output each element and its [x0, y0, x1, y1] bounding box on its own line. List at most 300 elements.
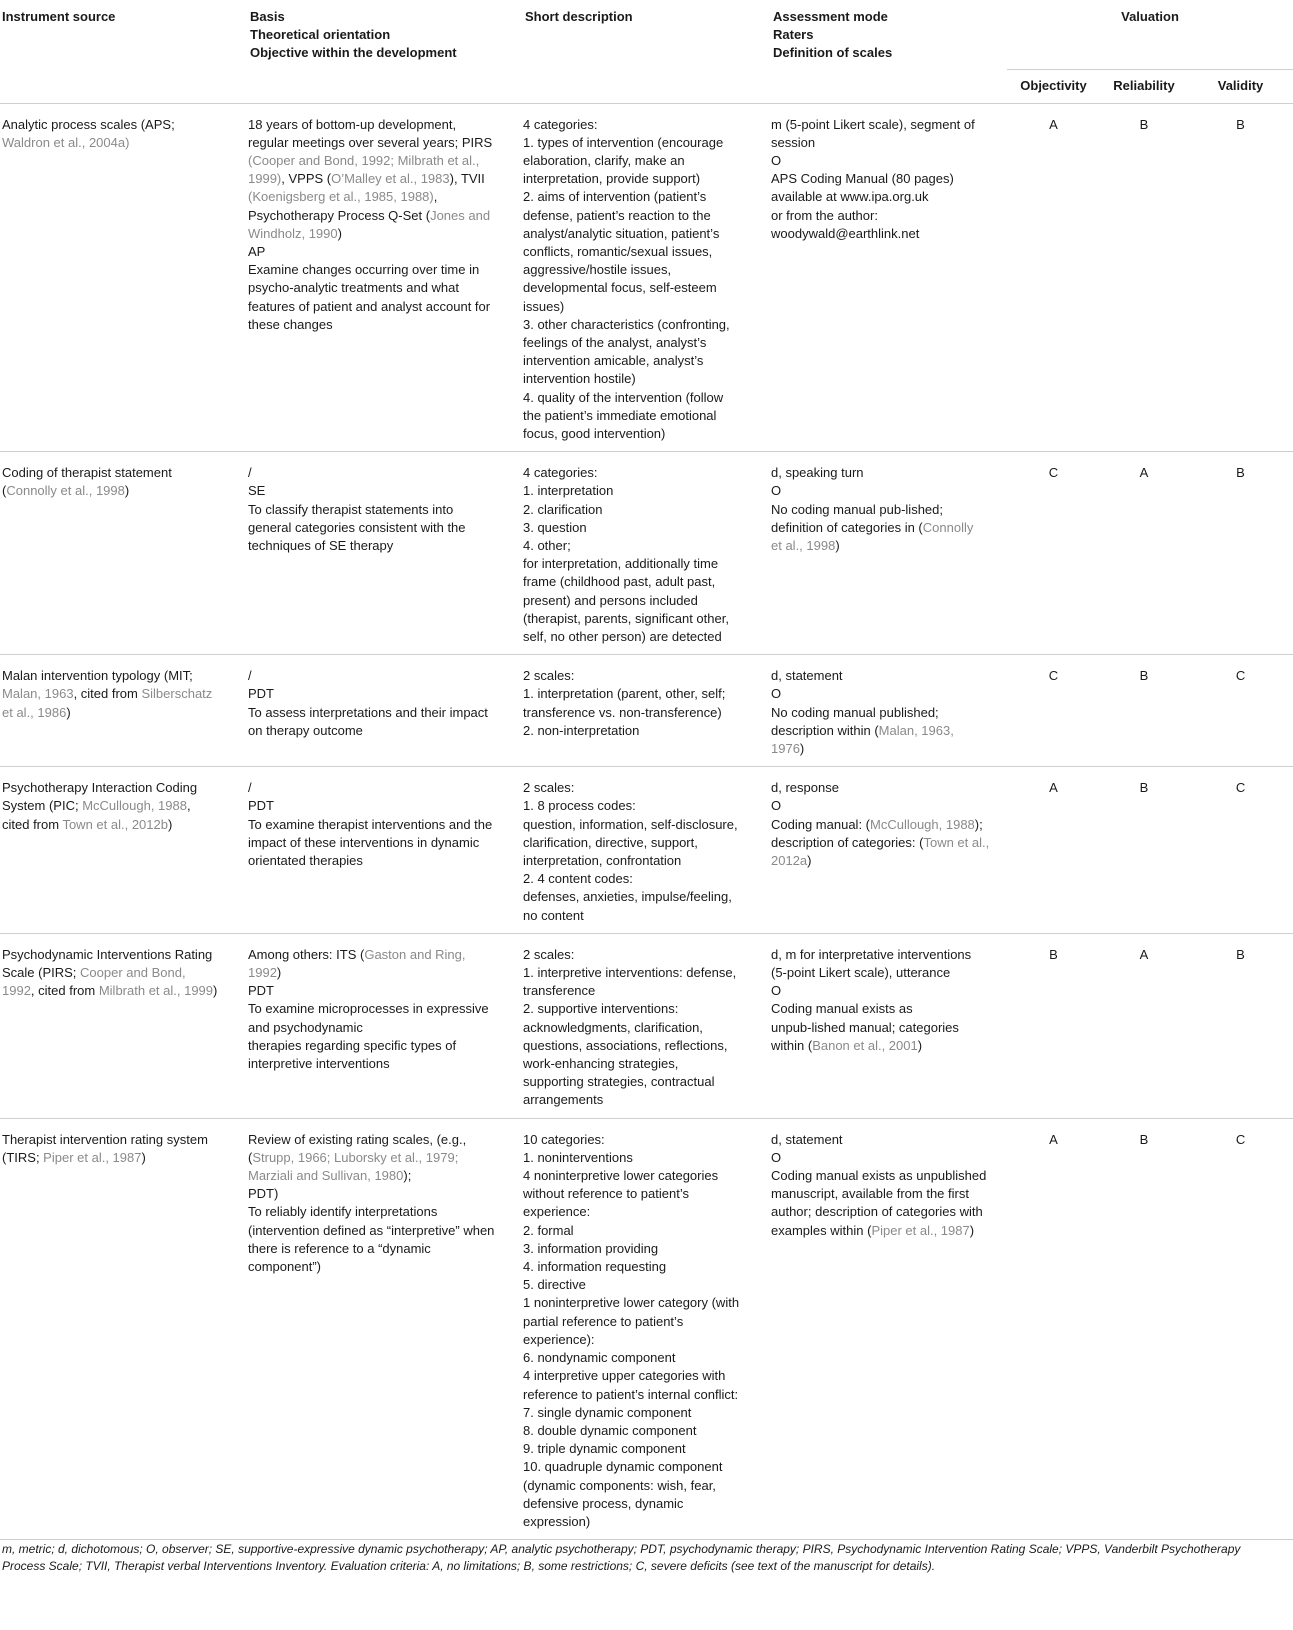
cell-line: 1. interpretation (parent, other, self;	[523, 686, 726, 702]
cell-line	[2, 704, 248, 722]
cell-line	[771, 667, 1007, 685]
cell-line	[771, 852, 1007, 870]
basis-cell	[248, 655, 523, 767]
cell-text: 18 years of bottom-up development,	[248, 116, 457, 132]
citation-link[interactable]: Silberschatz	[141, 686, 213, 702]
cell-line	[248, 482, 523, 500]
citation-link[interactable]: Town et al., 2012b	[62, 816, 168, 832]
cell-text: (	[248, 1149, 253, 1165]
cell-text: )	[167, 816, 173, 832]
assessment-cell	[771, 933, 1007, 1118]
cell-line	[771, 1203, 1007, 1221]
cell-text: d, speaking turn	[771, 465, 864, 481]
header-basis: Basis Theoretical orientation Objective within the development	[250, 9, 457, 61]
cell-text: ), TVII	[449, 171, 485, 187]
basis-cell	[248, 1118, 523, 1539]
cell-line	[248, 207, 523, 225]
cell-text: d, m for interpretative interventions	[771, 946, 972, 962]
cell-line	[2, 667, 248, 685]
cell-line: 1. 8 process codes:	[523, 798, 636, 814]
cell-line: intervention hostile)	[523, 371, 636, 387]
cell-text: Examine changes occurring over time in	[248, 262, 480, 278]
cell-line: expression)	[523, 1513, 591, 1529]
cell-line: partial reference to patient’s	[523, 1313, 684, 1329]
cell-text: m (5-point Likert scale), segment of	[771, 116, 975, 132]
header-instrument: Instrument source	[2, 9, 116, 24]
cell-line	[248, 243, 523, 261]
cell-text: )	[213, 983, 218, 999]
cell-line	[248, 797, 523, 815]
cell-text: O	[771, 686, 782, 702]
cell-text: woodywald@earthlink.net	[771, 225, 920, 241]
cell-text: Coding manual exists as	[771, 1001, 913, 1017]
instrument-cell	[0, 1118, 248, 1539]
table-row	[0, 933, 1293, 1118]
cell-line: interpretation, confrontation	[523, 853, 682, 869]
cell-line	[771, 779, 1007, 797]
cell-line: focus, good intervention)	[523, 425, 666, 441]
citation-link[interactable]: et al., 1998	[771, 537, 836, 553]
cell-text: orientated therapies	[248, 853, 363, 869]
cell-line: 1. noninterventions	[523, 1149, 633, 1165]
cell-line	[771, 1222, 1007, 1240]
validity-grade: B	[1236, 465, 1245, 481]
citation-link[interactable]: Piper et al., 1987	[43, 1149, 142, 1165]
cell-line: 3. question	[523, 519, 587, 535]
objectivity-grade: A	[1049, 1131, 1058, 1147]
cell-line: for interpretation, additionally time	[523, 556, 719, 572]
cell-text: Scale (PIRS;	[2, 965, 81, 981]
citation-link[interactable]: Connolly	[922, 519, 974, 535]
cell-text: d, response	[771, 780, 839, 796]
cell-text: /	[248, 465, 252, 481]
cell-line	[771, 482, 1007, 500]
citation-link[interactable]: O’Malley et al., 1983	[331, 171, 450, 187]
cell-line: experience):	[523, 1331, 595, 1347]
cell-line: clarification, directive, support,	[523, 834, 698, 850]
cell-line: interpretation, provide support)	[523, 171, 701, 187]
cell-text: examples within (	[771, 1222, 872, 1238]
cell-line	[248, 1167, 523, 1185]
cell-text: interpretive interventions	[248, 1056, 390, 1072]
cell-line	[2, 982, 248, 1000]
instrument-cell	[0, 452, 248, 655]
cell-line: 4 interpretive upper categories with	[523, 1368, 726, 1384]
reliability-grade: B	[1139, 780, 1149, 796]
cell-line	[248, 316, 523, 334]
table-row	[0, 103, 1293, 452]
cell-line	[771, 1019, 1007, 1037]
cell-line	[248, 519, 523, 537]
cell-line	[248, 134, 523, 152]
cell-text: therapies regarding specific types of	[248, 1037, 457, 1053]
validity-grade: C	[1235, 1131, 1246, 1147]
cell-text: To examine therapist interventions and the	[248, 816, 493, 832]
instrument-cell	[0, 103, 248, 452]
cell-text: component”)	[248, 1259, 321, 1275]
cell-line: analyst/analytic situation, patient’s	[523, 225, 720, 241]
citation-link[interactable]: 1976	[771, 741, 800, 756]
cell-line	[771, 1167, 1007, 1185]
cell-line: 6. nondynamic component	[523, 1350, 676, 1366]
cell-text: description of categories: (	[771, 834, 924, 850]
cell-text: general categories consistent with the	[248, 519, 466, 535]
table-row	[0, 767, 1293, 934]
objectivity-grade: C	[1048, 668, 1059, 684]
footnote-line: Process Scale; TVII, Therapist verbal Interventions Inventory. Evaluation criteria: A, no limitations; B, some restrictions; C, severe deficits (see text of the manuscript for details).	[2, 1559, 936, 1573]
description-cell	[523, 767, 771, 934]
cell-line: transference vs. non-transference)	[523, 704, 722, 720]
cell-line	[2, 1131, 248, 1149]
cell-line: present) and persons included	[523, 592, 698, 608]
cell-line	[248, 1203, 523, 1221]
cell-text: definition of categories in (	[771, 519, 923, 535]
cell-line	[771, 685, 1007, 703]
cell-text: O	[771, 983, 782, 999]
cell-line: no content	[523, 907, 584, 923]
cell-line: 2. aims of intervention (patient’s	[523, 189, 707, 205]
cell-text: session	[771, 134, 816, 150]
cell-line	[248, 464, 523, 482]
cell-line	[248, 1019, 523, 1037]
cell-line	[771, 1185, 1007, 1203]
cell-line	[771, 170, 1007, 188]
cell-line	[2, 134, 248, 152]
cell-line	[248, 779, 523, 797]
cell-text: (TIRS;	[2, 1149, 44, 1165]
citation-link[interactable]: 1992	[2, 983, 31, 999]
assessment-cell	[771, 1118, 1007, 1539]
cell-text: (5-point Likert scale), utterance	[771, 965, 951, 981]
cell-text: , VPPS (	[281, 171, 332, 187]
cell-line	[771, 1000, 1007, 1018]
citation-link[interactable]: Strupp, 1966; Luborsky et al., 1979;	[252, 1149, 459, 1165]
cell-line	[248, 188, 523, 206]
cell-line: question, information, self-disclosure,	[523, 816, 738, 832]
cell-text: )	[807, 853, 812, 869]
table-body	[0, 103, 1293, 1540]
description-cell	[523, 655, 771, 767]
cell-line	[248, 704, 523, 722]
citation-link[interactable]: et al., 1986	[2, 704, 67, 720]
cell-text: Coding manual exists as unpublished	[771, 1168, 987, 1184]
cell-line	[771, 519, 1007, 537]
cell-line	[248, 1000, 523, 1018]
cell-text: there is reference to a “dynamic	[248, 1240, 431, 1256]
cell-text: )	[835, 537, 840, 553]
cell-line	[2, 1149, 248, 1167]
cell-line	[2, 685, 248, 703]
cell-line: 7. single dynamic component	[523, 1404, 692, 1420]
cell-line	[248, 1055, 523, 1073]
cell-line: 3. information providing	[523, 1240, 659, 1256]
assessment-cell	[771, 655, 1007, 767]
description-cell	[523, 933, 771, 1118]
citation-link[interactable]: McCullough, 1988	[870, 816, 975, 832]
cell-line: 10. quadruple dynamic component	[523, 1459, 723, 1475]
cell-text: Malan intervention typology (MIT;	[2, 668, 193, 684]
cell-line: 3. other characteristics (confronting,	[523, 316, 730, 332]
cell-text: unpub-lished manual; categories	[771, 1019, 959, 1035]
cell-text: )	[124, 483, 130, 499]
cell-line	[248, 1131, 523, 1149]
citation-link[interactable]: Marziali and Sullivan, 1980	[248, 1168, 404, 1184]
cell-line	[248, 946, 523, 964]
cell-line: defenses, anxieties, impulse/feeling,	[523, 889, 732, 905]
assessment-cell	[771, 767, 1007, 934]
cell-line: supporting strategies, contractual	[523, 1074, 715, 1090]
cell-line	[248, 982, 523, 1000]
cell-line: feelings of the analyst, analyst’s	[523, 334, 707, 350]
cell-line	[248, 170, 523, 188]
cell-text: impact of these interventions in dynamic	[248, 834, 480, 850]
cell-text: PDT)	[248, 1186, 279, 1202]
cell-text: System (PIC;	[2, 798, 83, 814]
cell-line: defense, patient’s reaction to the	[523, 207, 711, 223]
cell-text: To classify therapist statements into	[248, 501, 454, 517]
cell-line	[771, 134, 1007, 152]
cell-text: )	[66, 704, 71, 720]
cell-line: questions, associations, reflections,	[523, 1037, 728, 1053]
cell-line	[248, 816, 523, 834]
cell-line: 4 noninterpretive lower categories	[523, 1168, 719, 1184]
cell-text: Review of existing rating scales, (e.g.,	[248, 1131, 467, 1147]
cell-text: , cited from	[73, 686, 142, 702]
cell-text: ,	[433, 189, 438, 205]
cell-text: Coding manual: (	[771, 816, 870, 832]
cell-line	[248, 152, 523, 170]
cell-line: 2 scales:	[523, 780, 575, 796]
cell-text: PDT	[248, 686, 274, 702]
cell-text: ,	[186, 798, 191, 814]
citation-link[interactable]: Waldron et al., 2004a)	[2, 134, 130, 150]
cell-text: /	[248, 668, 252, 684]
cell-text: To assess interpretations and their impact	[248, 704, 488, 720]
cell-text: AP	[248, 243, 266, 259]
cell-text: (intervention defined as “interpretive” when	[248, 1222, 495, 1238]
cell-line: 9. triple dynamic component	[523, 1441, 686, 1457]
instrument-cell	[0, 933, 248, 1118]
basis-cell	[248, 767, 523, 934]
cell-line: 2. formal	[523, 1222, 574, 1238]
cell-text: author; description of categories with	[771, 1204, 983, 1220]
cell-line	[248, 279, 523, 297]
cell-line	[771, 116, 1007, 134]
citation-link[interactable]: Banon et al., 2001	[812, 1037, 918, 1053]
cell-line: reference to patient’s internal conflict:	[523, 1386, 739, 1402]
objectivity-grade: A	[1049, 116, 1058, 132]
cell-text: manuscript, available from the first	[771, 1186, 969, 1202]
citation-link[interactable]: 2012a	[771, 853, 808, 869]
cell-text: )	[969, 1222, 975, 1238]
citation-link[interactable]: (Koenigsberg et al., 1985, 1988)	[248, 189, 434, 205]
cell-line	[248, 667, 523, 685]
citation-link[interactable]: 1992	[248, 965, 277, 981]
cell-text: PDT	[248, 798, 274, 814]
cell-text: To reliably identify interpretations	[248, 1204, 438, 1220]
cell-line	[771, 152, 1007, 170]
description-cell	[523, 452, 771, 655]
cell-line	[771, 982, 1007, 1000]
cell-line: 1 noninterpretive lower category (with	[523, 1295, 740, 1311]
cell-line	[2, 482, 248, 500]
objectivity-grade: C	[1048, 465, 1059, 481]
cell-line: 4 categories:	[523, 465, 598, 481]
table-row	[0, 1118, 1293, 1539]
cell-line: 4. quality of the intervention (follow	[523, 389, 724, 405]
cell-text: available at www.ipa.org.uk	[771, 189, 929, 205]
cell-text: d, statement	[771, 1131, 843, 1147]
cell-line: 1. types of intervention (encourage	[523, 134, 724, 150]
cell-line: experience:	[523, 1204, 591, 1220]
cell-line	[771, 188, 1007, 206]
cell-line: transference	[523, 983, 596, 999]
citation-link[interactable]: Piper et al., 1987	[871, 1222, 970, 1238]
cell-line	[771, 816, 1007, 834]
cell-line: 2. 4 content codes:	[523, 871, 633, 887]
citation-link[interactable]: Malan, 1963,	[878, 722, 954, 738]
header-valuation: Valuation	[1121, 9, 1179, 24]
cell-line	[2, 116, 248, 134]
cell-text: )	[337, 225, 342, 241]
cell-line: 5. directive	[523, 1277, 586, 1293]
cell-text: (	[2, 483, 7, 499]
citation-link[interactable]: Jones and	[430, 207, 491, 223]
instrument-cell	[0, 655, 248, 767]
cell-line	[248, 852, 523, 870]
cell-line	[248, 1222, 523, 1240]
cell-line: 2. non-interpretation	[523, 722, 640, 738]
cell-line	[771, 537, 1007, 555]
reliability-grade: B	[1139, 116, 1149, 132]
cell-text: psycho-analytic treatments and what	[248, 280, 459, 296]
citation-link[interactable]: Windholz, 1990	[248, 225, 338, 241]
citation-link[interactable]: (Cooper and Bond, 1992; Milbrath et al.,	[248, 152, 480, 168]
basis-cell	[248, 452, 523, 655]
cell-text: , cited from	[30, 983, 99, 999]
cell-line	[771, 207, 1007, 225]
cell-line: defensive process, dynamic	[523, 1495, 684, 1511]
cell-text: O	[771, 152, 782, 168]
table-header	[0, 0, 1293, 103]
cell-line: work-enhancing strategies,	[523, 1056, 679, 1072]
cell-line	[248, 261, 523, 279]
cell-line	[771, 964, 1007, 982]
cell-line: 2. clarification	[523, 501, 603, 517]
cell-line: arrangements	[523, 1092, 604, 1108]
cell-text: on therapy outcome	[248, 722, 363, 738]
header-objectivity: Objectivity	[1020, 77, 1087, 93]
cell-text: O	[771, 798, 782, 814]
cell-text: Psychotherapy Process Q-Set (	[248, 207, 431, 223]
assessment-cell	[771, 452, 1007, 655]
cell-text: PDT	[248, 983, 274, 999]
cell-line: 2. supportive interventions:	[523, 1001, 679, 1017]
cell-line: conflicts, romantic/sexual issues,	[523, 243, 713, 259]
cell-line: (therapist, parents, significant other,	[523, 610, 729, 626]
description-cell	[523, 1118, 771, 1539]
cell-line	[771, 740, 1007, 758]
cell-text: regular meetings over several years; PIRS	[248, 134, 493, 150]
citation-link[interactable]: Cooper and Bond,	[80, 965, 186, 981]
cell-text: Psychotherapy Interaction Coding	[2, 780, 198, 796]
cell-line: (dynamic components: wish, fear,	[523, 1477, 716, 1493]
cell-line: 2 scales:	[523, 668, 575, 684]
cell-text: );	[403, 1168, 412, 1184]
cell-line	[771, 1037, 1007, 1055]
description-cell	[523, 103, 771, 452]
reliability-grade: B	[1139, 1131, 1149, 1147]
instrument-cell	[0, 767, 248, 934]
cell-line: frame (childhood past, adult past,	[523, 574, 716, 590]
cell-text: )	[276, 965, 282, 981]
cell-text: SE	[248, 483, 266, 499]
cell-text: );	[974, 816, 983, 832]
cell-line: 1. interpretive interventions: defense,	[523, 965, 737, 981]
cell-line	[248, 501, 523, 519]
citation-link[interactable]: Milbrath et al., 1999	[98, 983, 214, 999]
cell-line: 1. interpretation	[523, 483, 614, 499]
cell-text: Among others: ITS (	[248, 946, 365, 962]
cell-line: the patient’s immediate emotional	[523, 407, 717, 423]
cell-line	[248, 834, 523, 852]
citation-link[interactable]: McCullough, 1988	[82, 798, 187, 814]
cell-line	[248, 1240, 523, 1258]
cell-line: 4. information requesting	[523, 1259, 667, 1275]
cell-text: Coding of therapist statement	[2, 465, 172, 481]
cell-line: aggressive/hostile issues,	[523, 262, 672, 278]
citation-link[interactable]: Malan, 1963	[2, 686, 74, 702]
cell-line	[248, 1037, 523, 1055]
cell-line	[771, 946, 1007, 964]
header-assessment: Assessment mode Raters Definition of scales	[773, 9, 893, 61]
cell-line: elaboration, clarify, make an	[523, 152, 685, 168]
cell-line	[2, 964, 248, 982]
citation-link[interactable]: Connolly et al., 1998	[6, 483, 125, 499]
header-validity: Validity	[1217, 77, 1264, 93]
cell-text: O	[771, 1149, 782, 1165]
cell-text: APS Coding Manual (80 pages)	[771, 171, 954, 187]
cell-line: 10 categories:	[523, 1131, 605, 1147]
cell-line	[2, 464, 248, 482]
citation-link[interactable]: Town et al.,	[923, 834, 990, 850]
citation-link[interactable]: Gaston and Ring,	[364, 946, 466, 962]
cell-line	[771, 834, 1007, 852]
cell-line	[771, 225, 1007, 243]
cell-text: To examine microprocesses in expressive	[248, 1001, 489, 1017]
cell-line	[771, 797, 1007, 815]
cell-line	[771, 704, 1007, 722]
assessment-cell	[771, 103, 1007, 452]
citation-link[interactable]: 1999)	[248, 171, 282, 187]
basis-cell	[248, 103, 523, 452]
reliability-grade: A	[1139, 946, 1149, 962]
cell-line: intervention amicable, analyst’s	[523, 353, 704, 369]
cell-text: O	[771, 483, 782, 499]
cell-text: features of patient and analyst account for	[248, 298, 491, 314]
reliability-grade: B	[1139, 668, 1149, 684]
cell-line	[2, 779, 248, 797]
cell-line: 4 categories:	[523, 116, 598, 132]
cell-line: without reference to patient’s	[523, 1186, 689, 1202]
validity-grade: C	[1235, 780, 1246, 796]
cell-text: )	[917, 1037, 923, 1053]
table-row	[0, 655, 1293, 767]
cell-line	[248, 722, 523, 740]
objectivity-grade: B	[1049, 946, 1058, 962]
cell-line: acknowledgments, clarification,	[523, 1019, 703, 1035]
cell-line	[771, 464, 1007, 482]
